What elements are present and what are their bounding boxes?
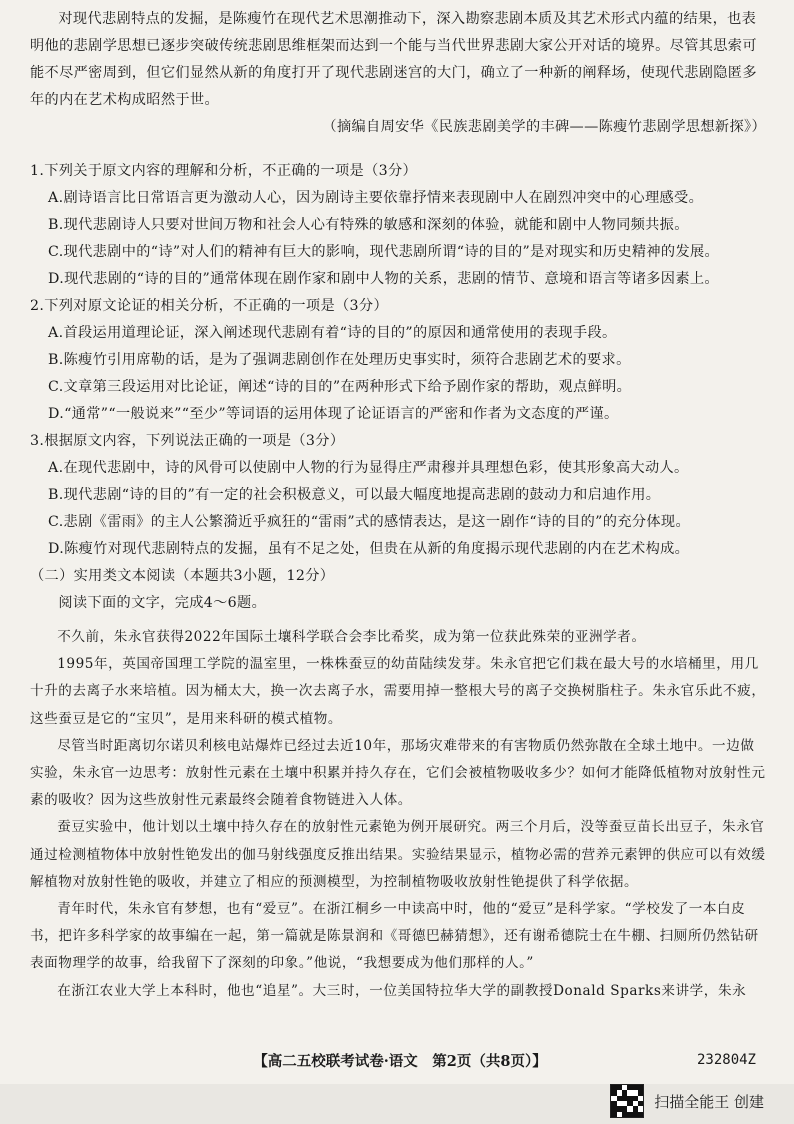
passage-paragraph: 在浙江农业大学上本科时，他也“追星”。大三时，一位美国特拉华大学的副教授Donald Sparks来讲学，朱永 <box>57 982 747 999</box>
option-item: C.悲剧《雷雨》的主人公繁漪近乎疯狂的“雷雨”式的感情表达，是这一剧作“诗的目的”的充分体现。 <box>48 514 691 530</box>
option-item: D.“通常”“一般说来”“至少”等词语的运用体现了论证语言的严密和作者为文态度的严谨。 <box>48 406 619 422</box>
scanner-label: 扫描全能王 创建 <box>654 1092 764 1111</box>
passage-paragraph: 青年时代，朱永官有梦想，也有“爱豆”。在浙江桐乡一中读高中时，他的“爱豆”是科学家。“学校发了一本白皮书，把许多科学家的故事编在一起，第一篇就是陈景润和《哥德巴赫猜想》，还有谢希德院士在牛棚、扫厕所仍然钻研表面物理学的故事，给我留下了深刻的印象。”他说，“我想要成为他们那样的人。” <box>30 901 759 972</box>
passage-paragraph: 蚕豆实验中，他计划以土壤中持久存在的放射性元素铯为例开展研究。两三个月后，没等蚕豆苗长出豆子，朱永官通过检测植物体中放射性铯发出的伽马射线强度反推出结果。实验结果显示，植物必需的营养元素钾的供应可以有效缓解植物对放射性铯的吸收，并建立了相应的预测模型，为控制植物吸收放射性铯提供了科学依据。 <box>30 819 766 890</box>
page-footer-title: 【高二五校联考试卷·语文 第2页（共8页）】 <box>253 1053 547 1070</box>
qr-code-icon <box>610 1084 644 1118</box>
passage-paragraph: 1995年，英国帝国理工学院的温室里，一株株蚕豆的幼苗陆续发芽。朱永官把它们栽在最大号的水培桶里，用几十升的去离子水来培植。因为桶太大，换一次去离子水，需要用掉一整根大号的离子交换树脂柱子。朱永官乐此不疲，这些蚕豆是它的“宝贝”，是用来科研的模式植物。 <box>30 656 766 727</box>
passage-two <box>30 624 766 1005</box>
option-item: C.现代悲剧中的“诗”对人们的精神有巨大的影响，现代悲剧所谓“诗的目的”是对现实和历史精神的发展。 <box>48 244 720 260</box>
question-block <box>30 158 766 617</box>
passage-intro <box>30 6 766 141</box>
instruction-line: 阅读下面的文字，完成4～6题。 <box>58 595 267 611</box>
section-heading: （二）实用类文本阅读（本题共3小题，12分） <box>30 568 335 584</box>
option-item: A.剧诗语言比日常语言更为激动人心，因为剧诗主要依靠抒情来表现剧中人在剧烈冲突中的心理感受。 <box>48 190 704 206</box>
question-stem: 1.下列关于原文内容的理解和分析，不正确的一项是（3分） <box>30 163 418 179</box>
option-item: B.现代悲剧“诗的目的”有一定的社会积极意义，可以最大幅度地提高悲剧的鼓动力和启迪作用。 <box>48 487 661 503</box>
option-item: D.现代悲剧的“诗的目的”通常体现在剧作家和剧中人物的关系，悲剧的情节、意境和语言等诸多因素上。 <box>48 271 719 287</box>
option-item: B.陈瘦竹引用席勒的话，是为了强调悲剧创作在处理历史事实时，须符合悲剧艺术的要求。 <box>48 352 631 368</box>
intro-paragraph: 对现代悲剧特点的发掘，是陈瘦竹在现代艺术思潮推动下，深入勘察悲剧本质及其艺术形式内蕴的结果，也表明他的悲剧学思想已逐步突破传统悲剧思维框架而达到一个能与当代世界悲剧大家公开对话的境界。尽管其思索可能不尽严密周到，但它们显然从新的角度打开了现代悲剧迷宫的大门，确立了一种新的阐释场，使现代悲剧隐匿多年的内在艺术构成昭然于世。 <box>30 11 757 108</box>
exam-code: 232804Z <box>696 1052 756 1068</box>
question-stem: 2.下列对原文论证的相关分析，不正确的一项是（3分） <box>30 298 388 314</box>
option-item: C.文章第三段运用对比论证，阐述“诗的目的”在两种形式下给予剧作家的帮助，观点鲜明。 <box>48 379 632 395</box>
option-item: A.在现代悲剧中，诗的风骨可以使剧中人物的行为显得庄严肃穆并具理想色彩，使其形象高大动人。 <box>48 460 689 476</box>
option-item: A.首段运用道理论证，深入阐述现代悲剧有着“诗的目的”的原因和通常使用的表现手段。 <box>48 325 617 341</box>
passage-paragraph: 尽管当时距离切尔诺贝利核电站爆炸已经过去近10年，那场灾难带来的有害物质仍然弥散在全球土地中。一边做实验，朱永官一边思考：放射性元素在土壤中积累并持久存在，它们会被植物吸收多少？如何才能降低植物对放射性元素的吸收？因为这些放射性元素最终会随着食物链进入人体。 <box>30 737 766 809</box>
option-item: B.现代悲剧诗人只要对世间万物和社会人心有特殊的敏感和深刻的体验，就能和剧中人物同频共振。 <box>48 217 689 233</box>
question-stem: 3.根据原文内容，下列说法正确的一项是（3分） <box>30 433 345 449</box>
source-citation: （摘编自周安华《民族悲剧美学的丰碑——陈瘦竹悲剧学思想新探》） <box>322 119 766 135</box>
option-item: D.陈瘦竹对现代悲剧特点的发掘，虽有不足之处，但贵在从新的角度揭示现代悲剧的内在艺术构成。 <box>48 541 690 557</box>
passage-paragraph: 不久前，朱永官获得2022年国际土壤科学联合会李比希奖，成为第一位获此殊荣的亚洲学者。 <box>57 629 646 645</box>
scanner-watermark <box>610 1084 764 1118</box>
